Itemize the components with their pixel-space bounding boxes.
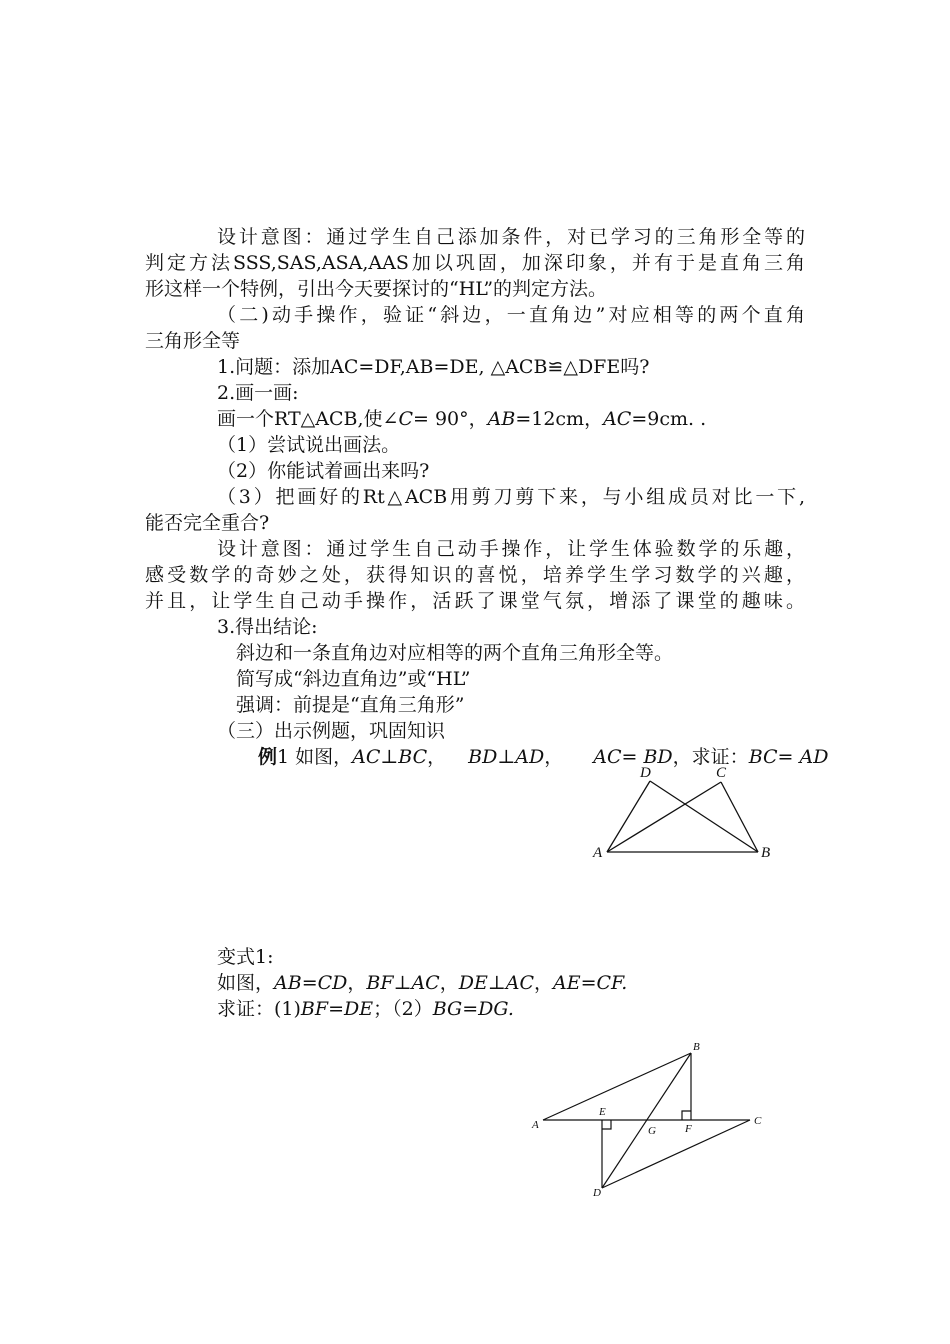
- label-C: C: [754, 1115, 762, 1127]
- v-math: AC: [411, 972, 440, 994]
- draw-text-b: = 90°，: [412, 408, 488, 430]
- variant-1-title: 变式1:: [217, 946, 274, 968]
- v-math: DE: [344, 998, 374, 1020]
- v-math: AC: [505, 972, 534, 994]
- v-text: ⊥: [487, 972, 506, 994]
- v-math: AE: [553, 972, 581, 994]
- draw-text-a: 画一个RT△ACB,使∠: [217, 408, 399, 430]
- ex-text: =: [621, 746, 644, 768]
- v-math: CF: [596, 972, 622, 994]
- v-text: 如图，: [217, 972, 275, 994]
- conclusion-3: 强调：前提是“直角三角形”: [236, 694, 465, 716]
- section-2-heading-line-1: （二)动手操作，验证“斜边，一直角边”对应相等的两个直角: [217, 304, 805, 326]
- ex-math: BD: [643, 746, 673, 768]
- ex-text: ⊥: [380, 746, 399, 768]
- segment-BD: [650, 781, 758, 852]
- label-F: F: [685, 1123, 692, 1135]
- conclusion-heading: 3.得出结论:: [217, 616, 318, 638]
- label-G: G: [648, 1125, 656, 1137]
- v-math: AB: [274, 972, 302, 994]
- v-math: BF: [300, 998, 329, 1020]
- v-math: BF: [366, 972, 394, 994]
- v-math: CD: [317, 972, 348, 994]
- label-B: B: [761, 845, 771, 861]
- design-intent-1-line-3: 形这样一个特例，引出今天要探讨的“HL”的判定方法。: [145, 278, 608, 300]
- right-angle-F: [682, 1111, 691, 1120]
- task-3-line-2: 能否完全重合?: [145, 512, 270, 534]
- math-AB: AB: [487, 408, 516, 430]
- math-AC: AC: [603, 408, 632, 430]
- v-math: =: [462, 998, 479, 1020]
- ex-math: BC: [748, 746, 778, 768]
- task-2: （2）你能试着画出来吗?: [217, 460, 430, 482]
- math-C: C: [398, 408, 413, 430]
- design-intent-2-line-1: 设计意图：通过学生自己动手操作，让学生体验数学的乐趣，: [217, 538, 805, 560]
- v-text: ⊥: [393, 972, 412, 994]
- v-math: .: [507, 998, 514, 1020]
- label-B: B: [693, 1041, 700, 1053]
- task-3-line-1: （3）把画好的Rt△ACB用剪刀剪下来，与小组成员对比一下,: [217, 486, 805, 508]
- variant-1-given: [217, 970, 627, 996]
- ex-text: ，求证：: [672, 746, 749, 768]
- v-math: =: [301, 972, 318, 994]
- draw-text-d: =9cm. .: [631, 408, 707, 430]
- draw-heading: 2.画一画:: [217, 382, 299, 404]
- v-math: DE: [458, 972, 488, 994]
- draw-text-c: =12cm，: [515, 408, 604, 430]
- v-math: DG: [478, 998, 508, 1020]
- v-text: 求证：(1): [217, 998, 301, 1020]
- question-1: 1.问题：添加AC=DF,AB=DE, △ACB≌△DFE吗?: [217, 356, 650, 378]
- conclusion-1: 斜边和一条直角边对应相等的两个直角三角形全等。: [236, 642, 674, 664]
- label-D: D: [640, 765, 651, 781]
- v-math: .: [621, 972, 628, 994]
- v-text: ，: [347, 972, 367, 994]
- ex-text: ⊥: [497, 746, 516, 768]
- v-math: =: [328, 998, 344, 1020]
- v-text: ，: [439, 972, 459, 994]
- label-A: A: [593, 845, 603, 861]
- ex-text: =: [777, 746, 800, 768]
- design-intent-1-line-2: 判定方法SSS,SAS,ASA,AAS加以巩固，加深印象，并有于是直角三角: [145, 252, 805, 274]
- v-text: ，: [533, 972, 553, 994]
- design-intent-1-line-1: 设计意图：通过学生自己添加条件，对已学习的三角形全等的: [217, 226, 805, 248]
- v-text: ；（2）: [373, 998, 433, 1020]
- right-angle-E: [602, 1120, 611, 1129]
- example-label: 例: [258, 746, 278, 768]
- design-intent-2-line-2: 感受数学的奇妙之处，获得知识的喜悦，培养学生学习数学的兴趣，: [145, 564, 805, 586]
- label-A: A: [532, 1119, 539, 1131]
- ex-text: ，: [427, 746, 447, 768]
- ex-math: AD: [799, 746, 829, 768]
- segment-BC: [721, 782, 758, 852]
- section-3-heading: （三）出示例题，巩固知识: [217, 720, 446, 742]
- ex-math: AD: [515, 746, 545, 768]
- v-math: =: [580, 972, 597, 994]
- design-intent-2-line-3: 并且，让学生自己动手操作，活跃了课堂气氛，增添了课堂的趣味。: [145, 590, 805, 612]
- ex-text: ，: [544, 746, 564, 768]
- example-1-figure: [590, 760, 780, 870]
- label-E: E: [599, 1106, 606, 1118]
- segment-AD: [607, 781, 650, 852]
- variant-1-prove: [217, 996, 514, 1022]
- v-math: BG: [432, 998, 463, 1020]
- ex-math: BC: [398, 746, 428, 768]
- ex-text: 1 如图，: [277, 746, 353, 768]
- conclusion-2: 简写成“斜边直角边”或“HL”: [236, 668, 471, 690]
- ex-math: AC: [593, 746, 622, 768]
- task-1: （1）尝试说出画法。: [217, 434, 401, 456]
- label-C: C: [716, 765, 727, 781]
- section-2-heading-line-2: 三角形全等: [145, 330, 241, 352]
- draw-instruction: [217, 406, 706, 432]
- ex-math: BD: [468, 746, 498, 768]
- label-D: D: [593, 1187, 601, 1199]
- variant-1-figure: [525, 1036, 775, 1206]
- ex-math: AC: [352, 746, 381, 768]
